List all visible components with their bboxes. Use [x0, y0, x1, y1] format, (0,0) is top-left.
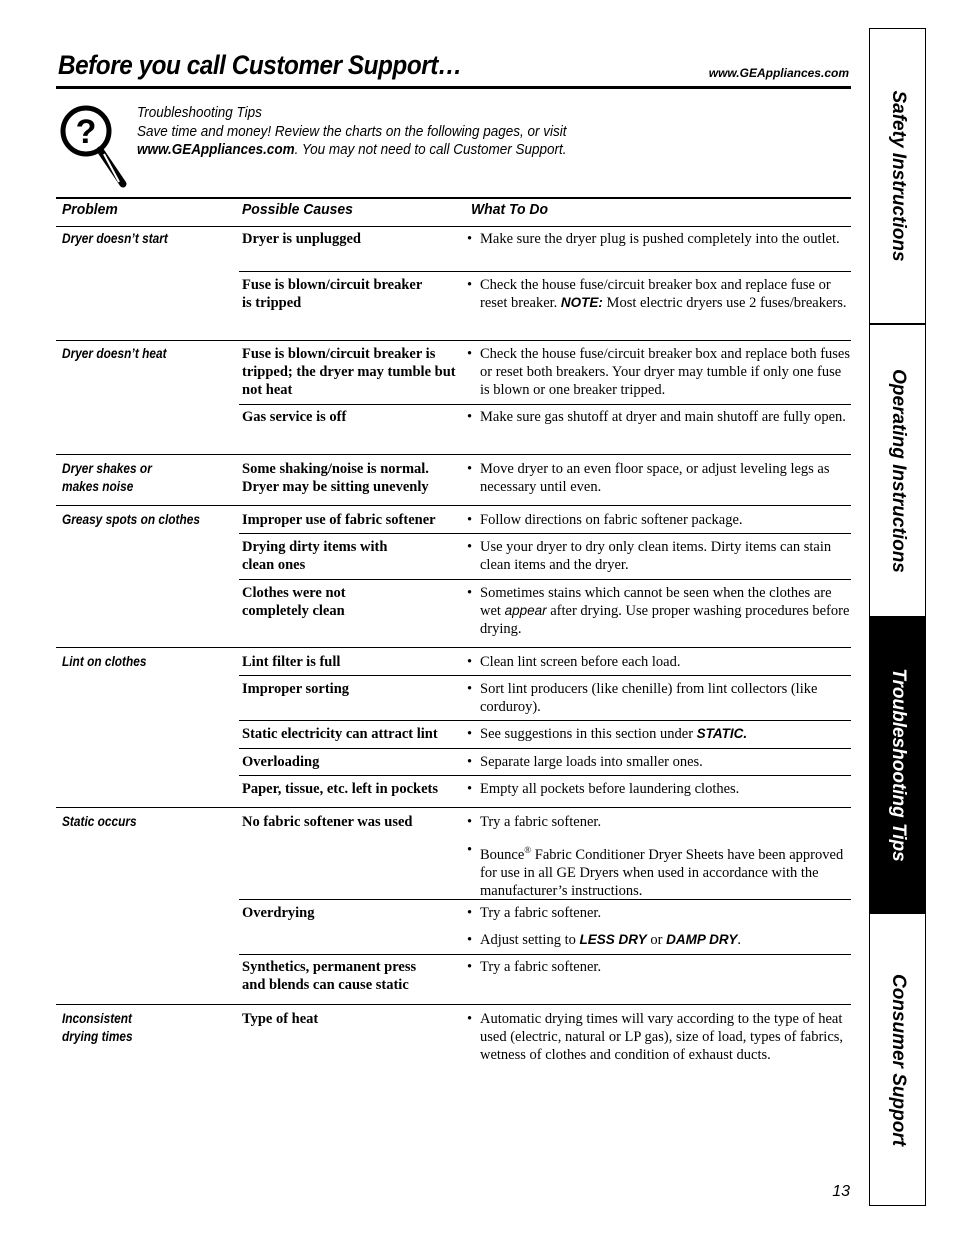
problem-greasy-spots: Greasy spots on clothes: [62, 512, 200, 527]
cause-fabric-softener: Improper use of fabric softener: [242, 512, 436, 528]
todo-item: • Bounce® Fabric Conditioner Dryer Sheets have been approved for use in all GE Dryers when used in accordance with the manufacturer’s instructions.: [467, 842, 844, 899]
cause-improper-sorting: Improper sorting: [242, 681, 350, 697]
row-divider: [239, 675, 851, 676]
group-divider: [56, 505, 851, 506]
cause-lint-filter: Lint filter is full: [242, 654, 341, 670]
todo-item: • Use your dryer to dry only clean items. Dirty items can stain clean items and the dryer.: [467, 539, 832, 573]
tab-troubleshooting-tips[interactable]: Troubleshooting Tips: [870, 618, 925, 914]
cause-fuse-tripped-tumble: Fuse is blown/circuit breaker is tripped; the dryer may tumble but not heat: [242, 346, 456, 398]
cause-shaking-normal: Some shaking/noise is normal. Dryer may be sitting unevenly: [242, 461, 429, 495]
row-divider: [239, 271, 851, 272]
table-top-rule: [56, 197, 851, 199]
row-divider: [239, 533, 851, 534]
todo-item: • Follow directions on fabric softener package.: [467, 512, 743, 528]
problem-lint: Lint on clothes: [62, 654, 147, 669]
column-header-problem: Problem: [62, 201, 118, 218]
group-divider: [56, 340, 851, 341]
problem-dryer-doesnt-start: Dryer doesn’t start: [62, 231, 168, 246]
cause-overdrying: Overdrying: [242, 905, 315, 921]
svg-text:?: ?: [75, 113, 97, 151]
section-sidebar: [869, 28, 926, 1206]
todo-item: • Check the house fuse/circuit breaker box and replace fuse or reset breaker. NOTE: Most electric dryers use 2 fuses/breakers.: [467, 277, 847, 311]
todo-item: • Sometimes stains which cannot be seen when the clothes are wet appear after drying. Use proper washing procedures before drying.: [467, 585, 850, 637]
row-divider: [239, 954, 851, 955]
todo-item: • Move dryer to an even floor space, or adjust leveling legs as necessary until even.: [467, 461, 830, 495]
cause-fuse-blown: Fuse is blown/circuit breaker is tripped: [242, 277, 423, 311]
todo-item: • Automatic drying times will vary according to the type of heat used (electric, natural or LP gas), size of load, types of fabrics, wetness of clothes and condition of exhaust ducts.: [467, 1011, 844, 1063]
problem-inconsistent-times: Inconsistent drying times: [62, 1011, 133, 1044]
column-header-todo: What To Do: [471, 201, 548, 218]
intro-line-rest: . You may not need to call Customer Support.: [294, 142, 567, 158]
tab-consumer-support[interactable]: Consumer Support: [887, 973, 909, 1146]
cause-unplugged: Dryer is unplugged: [242, 231, 361, 247]
todo-item: • Try a fabric softener.: [467, 959, 602, 975]
page-title: Before you call Customer Support…: [58, 50, 462, 80]
header-bottom-rule: [56, 226, 851, 227]
todo-item: • Empty all pockets before laundering clothes.: [467, 781, 740, 797]
cause-dirty-items: Drying dirty items with clean ones: [242, 539, 388, 573]
problem-shakes-noise: Dryer shakes or makes noise: [62, 461, 152, 494]
cause-gas-off: Gas service is off: [242, 409, 347, 425]
todo-item: • Sort lint producers (like chenille) from lint collectors (like corduroy).: [467, 681, 818, 715]
cause-not-clean: Clothes were not completely clean: [242, 585, 346, 619]
problem-dryer-doesnt-heat: Dryer doesn’t heat: [62, 346, 167, 361]
tab-operating-instructions[interactable]: Operating Instructions: [870, 325, 925, 618]
group-divider: [56, 647, 851, 648]
problem-static: Static occurs: [62, 814, 137, 829]
website-url[interactable]: www.GEAppliances.com: [708, 66, 849, 80]
header-divider: [56, 86, 851, 89]
todo-item: • Adjust setting to LESS DRY or DAMP DRY.: [467, 932, 742, 948]
page-number: 13: [832, 1183, 850, 1200]
todo-item: • Separate large loads into smaller ones.: [467, 754, 703, 770]
todo-item: • Try a fabric softener.: [467, 814, 602, 830]
cause-static-lint: Static electricity can attract lint: [242, 726, 438, 742]
todo-item: • Make sure the dryer plug is pushed completely into the outlet.: [467, 231, 840, 247]
cause-pockets: Paper, tissue, etc. left in pockets: [242, 781, 438, 797]
todo-item: • Try a fabric softener.: [467, 905, 602, 921]
intro-heading: Troubleshooting Tips: [137, 105, 262, 121]
intro-text: [137, 104, 621, 160]
intro-link[interactable]: www.GEAppliances.com: [137, 142, 295, 158]
cause-overloading: Overloading: [242, 754, 320, 770]
cause-synthetics: Synthetics, permanent press and blends can cause static: [242, 959, 417, 993]
row-divider: [239, 720, 851, 721]
cause-no-softener: No fabric softener was used: [242, 814, 413, 830]
group-divider: [56, 1004, 851, 1005]
cause-type-of-heat: Type of heat: [242, 1011, 319, 1027]
group-divider: [56, 807, 851, 808]
todo-item: • Make sure gas shutoff at dryer and main shutoff are fully open.: [467, 409, 846, 425]
todo-item: • Clean lint screen before each load.: [467, 654, 681, 670]
group-divider: [56, 454, 851, 455]
row-divider: [239, 775, 851, 776]
intro-line: Save time and money! Review the charts on the following pages, or visit: [137, 123, 567, 140]
todo-item: • See suggestions in this section under STATIC.: [467, 726, 748, 742]
question-magnifier-icon: [57, 102, 135, 190]
row-divider: [239, 899, 851, 900]
column-header-causes: Possible Causes: [242, 201, 353, 218]
todo-item: • Check the house fuse/circuit breaker box and replace both fuses or reset both breakers. Your dryer may tumble if only one fuse is blown or one breaker tripped.: [467, 346, 851, 398]
row-divider: [239, 748, 851, 749]
row-divider: [239, 579, 851, 580]
tab-safety-instructions[interactable]: Safety Instructions: [870, 29, 925, 325]
row-divider: [239, 404, 851, 405]
